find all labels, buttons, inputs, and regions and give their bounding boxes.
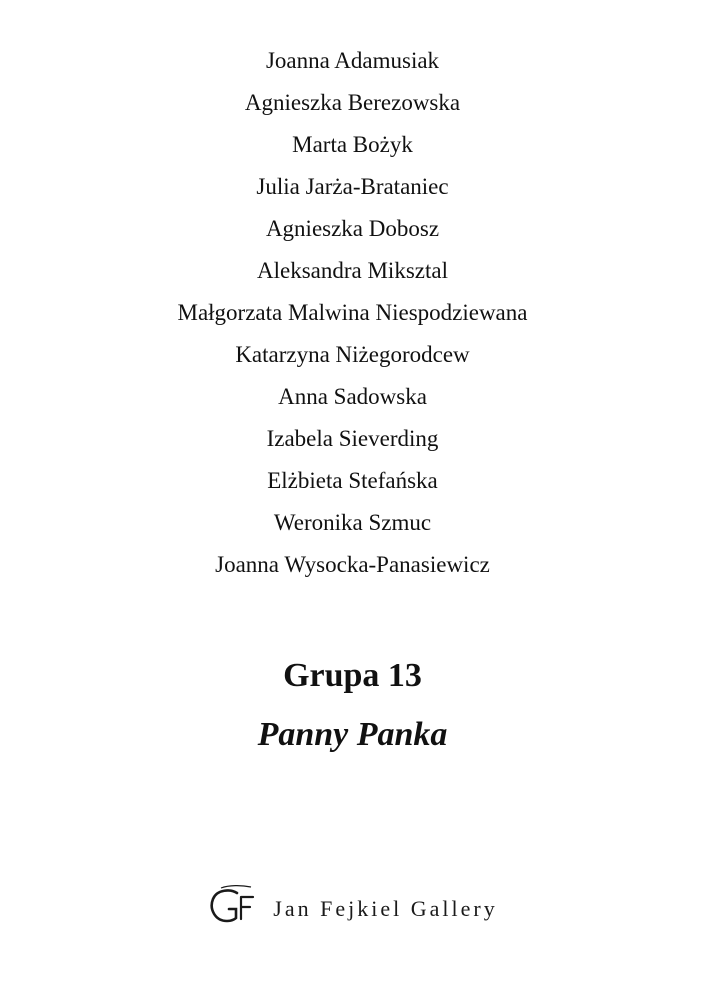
gallery-monogram-logo-icon [207, 883, 265, 927]
artist-name: Aleksandra Miksztal [257, 258, 448, 283]
artist-name: Joanna Adamusiak [265, 48, 440, 73]
artist-name: Agnieszka Berezowska [244, 90, 461, 115]
artist-name: Izabela Sieverding [266, 426, 439, 451]
gallery-name: Jan Fejkiel Gallery [273, 896, 498, 921]
group-title: Grupa 13 [283, 657, 422, 694]
artist-name: Marta Bożyk [292, 132, 413, 157]
artist-name: Julia Jarża-Brataniec [256, 174, 449, 199]
artist-name: Anna Sadowska [278, 384, 427, 409]
group-subtitle: Panny Panka [257, 716, 448, 753]
gallery-footer [0, 880, 705, 930]
artist-name: Małgorzata Malwina Niespodziewana [177, 300, 528, 325]
artist-name: Joanna Wysocka-Panasiewicz [215, 552, 490, 577]
artist-name: Elżbieta Stefańska [267, 468, 438, 493]
artist-list [0, 40, 705, 586]
artist-name: Weronika Szmuc [273, 510, 432, 535]
artist-name: Agnieszka Dobosz [265, 216, 440, 241]
artist-name: Katarzyna Niżegorodcew [235, 342, 470, 367]
